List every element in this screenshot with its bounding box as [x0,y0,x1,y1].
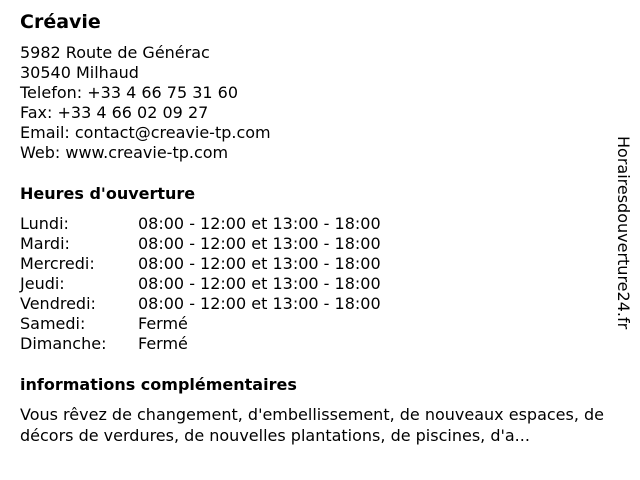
hours-day: Vendredi: [20,294,96,313]
hours-row-wednesday [20,254,381,274]
hours-time: Fermé [138,334,188,353]
address-city: 30540 Milhaud [20,63,139,82]
address-street: 5982 Route de Générac [20,43,210,62]
hours-day: Jeudi: [20,274,65,293]
contact-block [20,43,271,163]
hours-row-thursday [20,274,381,294]
hours-row-tuesday [20,234,381,254]
hours-heading: Heures d'ouverture [20,184,196,203]
hours-time: 08:00 - 12:00 et 13:00 - 18:00 [138,234,381,253]
hours-time: 08:00 - 12:00 et 13:00 - 18:00 [138,214,381,233]
hours-time: 08:00 - 12:00 et 13:00 - 18:00 [138,274,381,293]
phone-number: Telefon: +33 4 66 75 31 60 [20,83,239,102]
fax-number: Fax: +33 4 66 02 09 27 [20,103,209,122]
hours-day: Samedi: [20,314,86,333]
hours-row-saturday [20,314,381,334]
info-description: Vous rêvez de changement, d'embellissement, de nouveaux espaces, de décors de verdures, de nouvelles plantations, de piscines, d'a... [20,405,605,445]
hours-day: Mardi: [20,234,70,253]
hours-day: Lundi: [20,214,69,233]
hours-row-friday [20,294,381,314]
hours-row-monday [20,214,381,234]
hours-table [20,214,381,354]
business-name: Créavie [20,11,101,33]
hours-time: 08:00 - 12:00 et 13:00 - 18:00 [138,254,381,273]
info-heading: informations complémentaires [20,375,297,394]
email-address: Email: contact@creavie-tp.com [20,123,271,142]
hours-time: 08:00 - 12:00 et 13:00 - 18:00 [138,294,381,313]
hours-day: Dimanche: [20,334,107,353]
hours-time: Fermé [138,314,188,333]
website: Web: www.creavie-tp.com [20,143,229,162]
hours-row-sunday [20,334,381,354]
brand-watermark: Horairesdouverture24.fr [614,136,633,330]
hours-day: Mercredi: [20,254,95,273]
